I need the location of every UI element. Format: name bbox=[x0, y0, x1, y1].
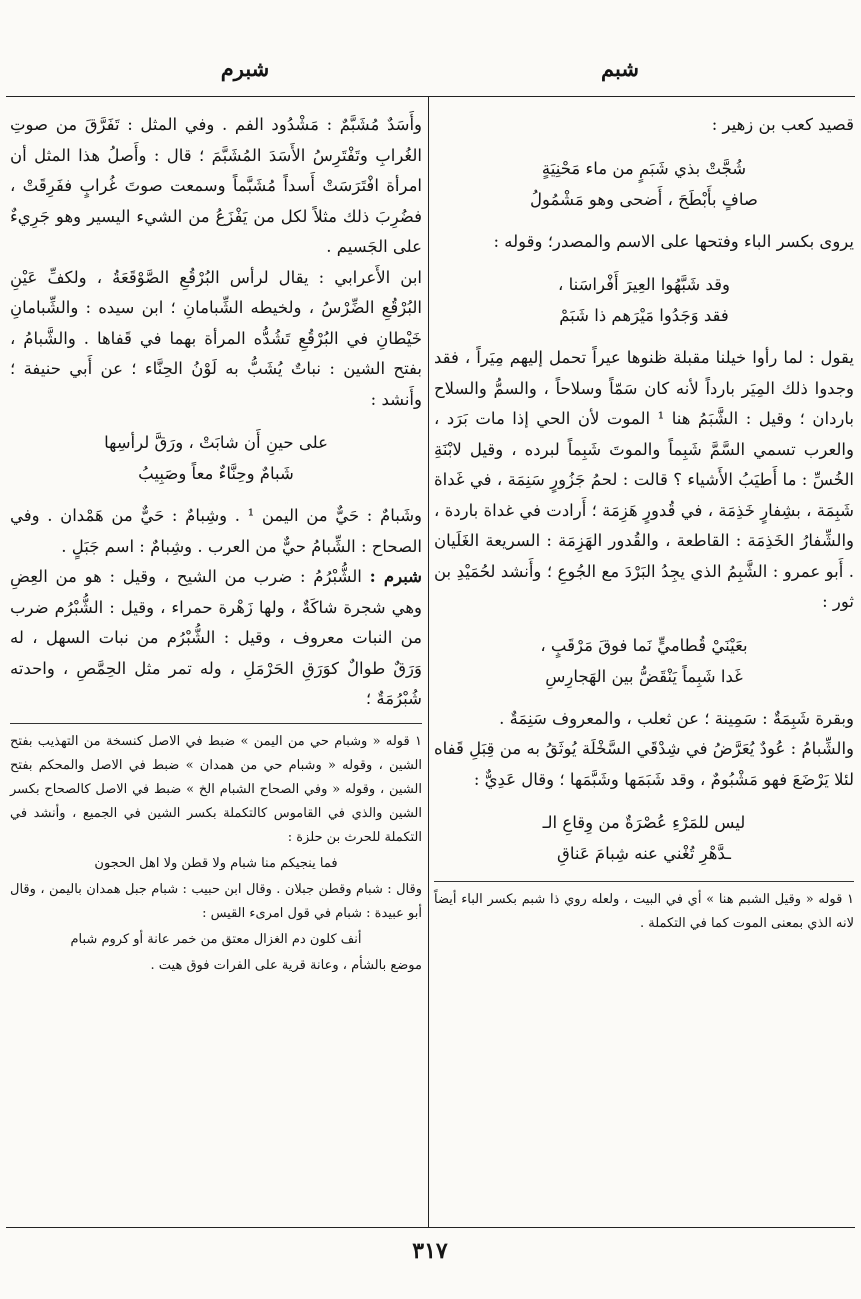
bottom-rule bbox=[6, 1227, 855, 1228]
verse bbox=[434, 807, 854, 869]
paragraph: وبقرة شَبِمَةٌ : سَمِينة ؛ عن ثعلب ، والمعروف سَنِمَةٌ . bbox=[499, 708, 854, 728]
verse-line: فقد وَجَدُوا مَيْرَهم ذا شَبَمْ bbox=[559, 306, 729, 325]
footnote-verse: فما ينجيكم منا شبام ولا قطن ولا اهل الحجون bbox=[94, 855, 338, 871]
right-column bbox=[434, 110, 854, 936]
paragraph: يقول : لما رأوا خيلنا مقبلة ظنوها عيراً تحمل إليهم مِيَراً ، فقد وجدوا ذلك المِيَر بارداً لأنه كان سَمّاً وسلاحاً ، والسمُّ والسلاح باردان ؛ وقيل : الشَّبَمُ هنا ¹ الموت لأن الحي إذا مات بَرَد ، والعرب تسمي السَّمَّ شَبِماً والموتَ شَبِماً لبرده ، وقيل لابْنَةِ الخُسِّ : ما أَطيَبُ الأَشياء ؟ قالت : لحمُ جَزُورٍ سَنِمَة ، في غَداة شَبِمَة ، بشِفارٍ خَذِمَة ، في قُدورٍ هَزِمَة ؛ أَرادت في غداة باردة ، والشِّفارُ الخَذِمَة : القاطعة ، والقُدور الهَزِمَة : السريعة الغَلَيان . أَبو عمرو : الشَّبِمُ الذي يجِدُ البَرْدَ مع الجُوعِ ؛ وأَنشد لحُمَيْدِ بن ثور : bbox=[434, 348, 854, 611]
footnote-verse: أنف كلون دم الغزال معتق من خمر عانة أو كروم شبام bbox=[70, 931, 362, 947]
verse-line: شُجَّتْ بذي شَبَمٍ من ماء مَحْنِيَةٍ bbox=[541, 158, 747, 178]
footnote: ١ قوله « وقيل الشبم هنا » أي في البيت ، ولعله روي ذا شبم بكسر الباء أيضاً لانه الذي بمعنى الموت كما في التكملة . bbox=[434, 892, 854, 931]
paragraph: يروى بكسر الباء وفتحها على الاسم والمصدر؛ وقوله : bbox=[493, 231, 854, 251]
verse-line: على حينِ أَن شابَتْ ، ورَقَّ لرأسِها bbox=[104, 433, 328, 452]
paragraph: قصيد كعب بن زهير : bbox=[711, 115, 854, 134]
verse-line: ليس للمَرْءِ عُصْرَةٌ من وِقاعِ الـ bbox=[542, 813, 746, 832]
verse-line: وقد شَبَّهُوا العِيرَ أَفْراسَنا ، bbox=[558, 275, 730, 294]
entry-headword: شبرم : bbox=[369, 567, 422, 586]
verse bbox=[434, 630, 854, 692]
verse-line: غَدا شَبِماً يَنْقَضُّ بين الهَجارِسِ bbox=[545, 666, 743, 686]
footnote-separator bbox=[434, 881, 854, 882]
footnote: موضع بالشأم ، وعانة قرية على الفرات فوق هيت . bbox=[150, 957, 422, 973]
top-rule bbox=[6, 96, 855, 97]
footnote-separator bbox=[10, 723, 422, 724]
paragraph: وشَبامٌ : حَيٌّ من اليمن ¹ . وشِبامٌ : حَيٌّ من هَمْدان . وفي الصحاح : الشِّبامُ حيٌّ من العرب . وشِبامٌ : اسم جَبَلٍ . bbox=[10, 506, 422, 556]
verse-line: ـدَّهْرِ تُغْني عنه شِبامَ عَناقِ bbox=[557, 844, 731, 863]
header-right-word: شبم bbox=[601, 56, 639, 81]
paragraph: والشِّبامُ : عُودٌ يُعَرَّضُ في شِدْقَي السَّخْلَة يُوثَقُ به من قِبَلِ قَفاه لئلا يَرْضَعَ فهو مَشْبُومٌ ، وقد شَبَمَها وشَبَّمَها ؛ وقال عَدِيٌّ : bbox=[434, 739, 854, 789]
verse-line: بعَيْنَيْ قُطاميٍّ نَما فوقَ مَرْقَبٍ ، bbox=[540, 635, 748, 655]
footnote: وقال : شبام وقطن جبلان . وقال ابن حبيب : شبام جبل همدان باليمن ، وقال أبو عبيدة : شبام في قول امرىء القيس : bbox=[10, 881, 422, 921]
verse bbox=[10, 427, 422, 489]
paragraph: ابن الأَعرابي : يقال لرأس البُرْقُعِ الصَّوْقَعَةُ ، ولكفِّ عَيْنِ البُرْقُعِ الضِّرْسُ ، ولخيطه الشِّبامانِ ؛ ابن سيده : والشِّبامانِ خَيْطانِ في البُرْقُعِ تَشُدُّه المرأة بهما في قَفاها . والشَّبامُ ، بفتح الشين : نباتٌ يُشَبُّ به لَوْنُ الحِنَّاء ؛ عن أَبي حنيفة ؛ وأَنشد : bbox=[10, 267, 422, 409]
paragraph: وأَسَدٌ مُشَبَّمٌ : مَشْدُود الفم . وفي المثل : تَفَرَّقَ من صوتِ الغُرابِ وتَفْتَرِسُ الأَسَدَ المُشَبَّمَ ؛ قال : وأَصلُ هذا المثل أن امرأة افْتَرَسَتْ أَسداً مُشَبَّماً وسمعت صوتَ غُرابٍ ففَرِقَتْ ، فضُرِبَ ذلك مثلاً لكل من يَفْزَعُ من الشيء اليسير وهو جَرِيءٌ على الجَسيم . bbox=[10, 115, 422, 256]
header-left-word: شبرم bbox=[220, 56, 270, 81]
verse bbox=[434, 269, 854, 331]
verse-line: صافٍ بأَبْطَحَ ، أَضحى وهو مَشْمُولُ bbox=[530, 189, 758, 209]
footnote: ١ قوله « وشبام حي من اليمن » ضبط في الاصل كنسخة من التهذيب بفتح الشين ، وقوله « وشبام حي من همدان » ضبط في الاصل والمحكم بفتح الشين ، وقوله « وفي الصحاح الشبام الخ » ضبط في الاصل كالصحاح بكسر الشين والذي في القاموس كالتكملة بكسر الشين في الجميع ، وأنشد في التكملة للحرث بن حلزة : bbox=[10, 733, 422, 845]
entry-text: الشُّبْرُمُ : ضرب من الشيح ، وقيل : هو من العِضِ وهي شجرة شاكَةٌ ، ولها زَهْرة حمراء ، وقيل : الشُّبْرُم ضرب من النبات معروف ، وقيل : الشُّبْرُم من نبات السهل ، له وَرَقٌ طوالٌ كوَرَقِ الحَرْمَلِ ، وله تمر مثل الحِمَّصِ ، واحدته شُبْرُمَةٌ ؛ bbox=[10, 567, 422, 708]
left-column bbox=[10, 110, 422, 978]
page-number: ٣١٧ bbox=[412, 1238, 448, 1264]
verse-line: شَبامٌ وحِنَّاءٌ معاً وصَبِيبُ bbox=[138, 464, 294, 483]
verse bbox=[434, 153, 854, 215]
entry-paragraph bbox=[10, 562, 422, 715]
column-divider bbox=[428, 97, 429, 1227]
